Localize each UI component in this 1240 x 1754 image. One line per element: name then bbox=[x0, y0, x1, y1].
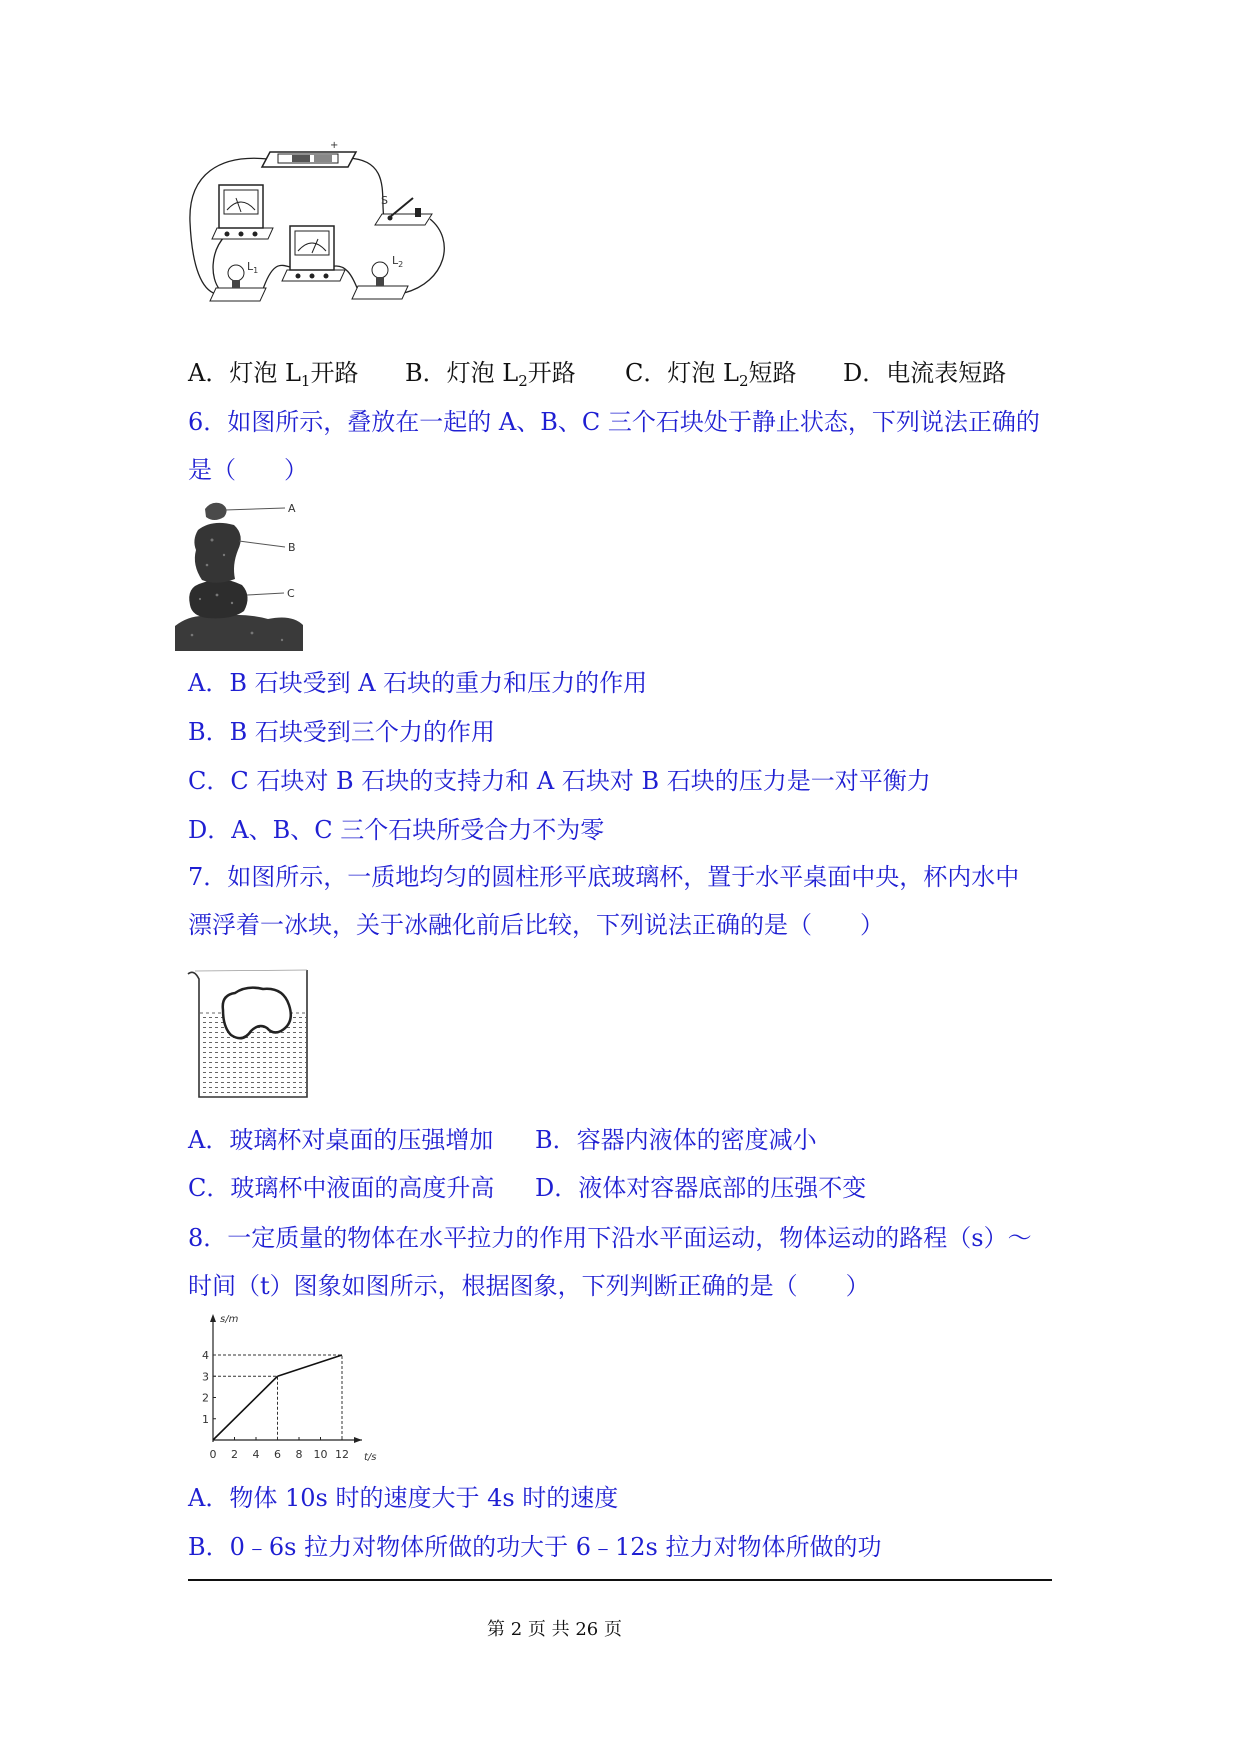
bulb-l1-subscript: 1 bbox=[253, 266, 259, 275]
q6-option-d: D．A、B、C 三个石块所受合力不为零 bbox=[188, 816, 605, 844]
stone-b bbox=[194, 523, 240, 583]
q7-stem-line-1: 7．如图所示，一质地均匀的圆柱形平底玻璃杯，置于水平桌面中央，杯内水中 bbox=[188, 863, 1020, 891]
bulb-l1-letter: L bbox=[247, 260, 254, 273]
footer-divider bbox=[188, 1579, 1052, 1581]
q6-stem-line-2: 是（ ） bbox=[188, 456, 308, 484]
q7-option-d: D．液体对容器底部的压强不变 bbox=[535, 1174, 867, 1202]
battery-plus-sign: + bbox=[330, 140, 339, 151]
stone-label-a: A bbox=[288, 502, 296, 515]
q5-option-d: D．电流表短路 bbox=[843, 359, 1007, 387]
q5-option-c-suffix: 短路 bbox=[748, 359, 797, 387]
graph-y-tick-label: 4 bbox=[202, 1349, 209, 1362]
q5-option-a-subscript: 1 bbox=[300, 372, 311, 390]
q5-option-a bbox=[188, 358, 358, 391]
graph-y-axis-label: s/m bbox=[220, 1314, 239, 1325]
meter-middle-icon bbox=[282, 226, 345, 281]
q6-option-c: C．C 石块对 B 石块的支持力和 A 石块对 B 石块的压力是一对平衡力 bbox=[188, 767, 931, 795]
graph-data-segment bbox=[213, 1376, 278, 1440]
graph-x-axis-arrow bbox=[354, 1437, 362, 1443]
q5-option-b bbox=[405, 358, 576, 391]
bulb-l1-icon bbox=[210, 260, 266, 301]
q5-option-b-subscript: 2 bbox=[518, 372, 528, 390]
graph-y-tick-label: 2 bbox=[202, 1391, 209, 1405]
stone-c bbox=[189, 579, 247, 618]
q7-option-b: B．容器内液体的密度减小 bbox=[535, 1126, 817, 1154]
q7-stem-line-2: 漂浮着一冰块，关于冰融化前后比较，下列说法正确的是（ ） bbox=[188, 911, 884, 939]
bulb-l2-icon bbox=[352, 254, 408, 299]
q5-option-c bbox=[625, 358, 796, 391]
stones-figure bbox=[172, 495, 307, 655]
bulb-l2-letter: L bbox=[392, 254, 399, 267]
beaker-figure bbox=[185, 965, 315, 1105]
graph-y-axis-arrow bbox=[210, 1314, 216, 1322]
q8-stem-line-2: 时间（t）图象如图所示，根据图象，下列判断正确的是（ ） bbox=[188, 1272, 870, 1300]
stone-label-c: C bbox=[287, 587, 295, 600]
circuit-figure bbox=[180, 140, 480, 350]
s-t-graph bbox=[198, 1310, 403, 1475]
graph-x-tick-label: 10 bbox=[313, 1448, 328, 1461]
q8-option-b: B．0﹣6s 拉力对物体所做的功大于 6﹣12s 拉力对物体所做的功 bbox=[188, 1533, 882, 1561]
page-number: 第 2 页 共 26 页 bbox=[487, 1619, 622, 1640]
graph-x-tick-label: 8 bbox=[295, 1448, 303, 1461]
q5-option-c-subscript: 2 bbox=[738, 372, 749, 390]
q5-option-b-prefix: B．灯泡 L bbox=[405, 359, 519, 387]
graph-x-tick-label: 4 bbox=[252, 1448, 260, 1461]
q6-stem-line-1: 6．如图所示，叠放在一起的 A、B、C 三个石块处于静止状态，下列说法正确的 bbox=[188, 408, 1040, 436]
graph-x-tick-label: 0 bbox=[209, 1448, 217, 1461]
bulb-l2-label bbox=[392, 254, 403, 269]
q5-option-b-suffix: 开路 bbox=[527, 359, 576, 387]
q6-option-a: A．B 石块受到 A 石块的重力和压力的作用 bbox=[188, 669, 648, 697]
q8-stem-line-1: 8．一定质量的物体在水平拉力的作用下沿水平面运动，物体运动的路程（s）～ bbox=[188, 1224, 1032, 1252]
q8-option-a: A．物体 10s 时的速度大于 4s 时的速度 bbox=[188, 1484, 619, 1512]
stone-label-b: B bbox=[288, 541, 296, 554]
battery-icon bbox=[262, 140, 356, 167]
q5-option-c-prefix: C．灯泡 L bbox=[625, 359, 739, 387]
graph-y-tick-label: 3 bbox=[202, 1370, 209, 1384]
graph-x-axis-label: t/s bbox=[364, 1452, 377, 1463]
stone-a bbox=[205, 503, 227, 520]
graph-data-segment bbox=[278, 1355, 343, 1376]
q5-option-a-suffix: 开路 bbox=[310, 359, 359, 387]
beaker-rim bbox=[195, 970, 307, 971]
bulb-l2-subscript: 2 bbox=[398, 260, 404, 269]
q5-option-a-prefix: A．灯泡 L bbox=[188, 359, 301, 387]
bulb-l1-label bbox=[247, 260, 258, 275]
q7-option-a: A．玻璃杯对桌面的压强增加 bbox=[188, 1126, 494, 1154]
graph-x-tick-label: 12 bbox=[335, 1448, 349, 1461]
meter-left-icon bbox=[212, 185, 273, 239]
q7-option-c: C．玻璃杯中液面的高度升高 bbox=[188, 1174, 495, 1202]
q6-option-b: B．B 石块受到三个力的作用 bbox=[188, 718, 495, 746]
switch-label: S bbox=[381, 194, 388, 207]
graph-y-tick-label: 1 bbox=[202, 1412, 209, 1426]
ground-base bbox=[175, 615, 303, 651]
graph-x-tick-label: 2 bbox=[231, 1448, 238, 1461]
graph-x-tick-label: 6 bbox=[274, 1448, 281, 1461]
